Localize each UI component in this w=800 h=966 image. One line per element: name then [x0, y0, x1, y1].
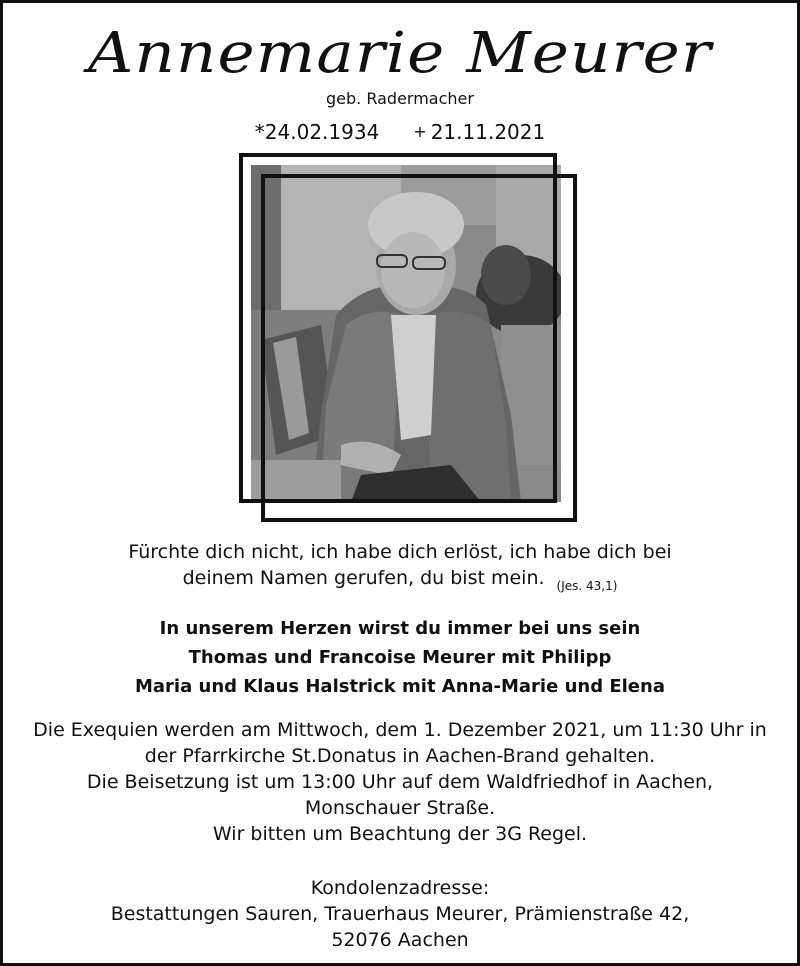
family-line-2: Thomas und Francoise Meurer mit Philipp: [188, 647, 612, 668]
verse-line-1: Fürchte dich nicht, ich habe dich erlöst, ich habe dich bei: [128, 541, 672, 563]
verse-line-2-text: deinem Namen gerufen, du bist mein.: [182, 567, 545, 589]
verse-line-2: [3, 565, 797, 599]
bible-verse: [3, 539, 797, 599]
cross-icon: +: [413, 122, 427, 141]
verse-reference: (Jes. 43,1): [556, 579, 618, 593]
birth-date: *24.02.1934: [254, 120, 380, 144]
death-date: 21.11.2021: [430, 120, 546, 144]
service-line-3: Die Beisetzung ist um 13:00 Uhr auf dem Waldfriedhof in Aachen,: [86, 771, 714, 793]
contact-line-1: Bestattungen Sauren, Trauerhaus Meurer, Prämienstraße 42,: [110, 903, 690, 925]
birth-name: geb. Radermacher: [326, 89, 474, 108]
family-mourners: [3, 614, 797, 701]
service-line-4: Monschauer Straße.: [304, 797, 496, 819]
service-line-1: Die Exequien werden am Mittwoch, dem 1. Dezember 2021, um 11:30 Uhr in: [33, 719, 767, 741]
service-line-5: Wir bitten um Beachtung der 3G Regel.: [212, 823, 588, 845]
service-line-2: der Pfarrkirche St.Donatus in Aachen-Brand gehalten.: [144, 745, 656, 767]
service-details: [3, 717, 797, 847]
family-line-3: Maria und Klaus Halstrick mit Anna-Marie und Elena: [135, 676, 665, 697]
contact-line-2: 52076 Aachen: [331, 929, 469, 951]
condolence-address: [3, 875, 797, 953]
deceased-name: Annemarie Meurer: [88, 21, 712, 86]
photo-frame-front: [261, 174, 577, 522]
life-dates: [3, 120, 797, 144]
contact-heading: Kondolenzadresse:: [310, 877, 490, 899]
family-line-1: In unserem Herzen wirst du immer bei uns sein: [159, 618, 641, 639]
